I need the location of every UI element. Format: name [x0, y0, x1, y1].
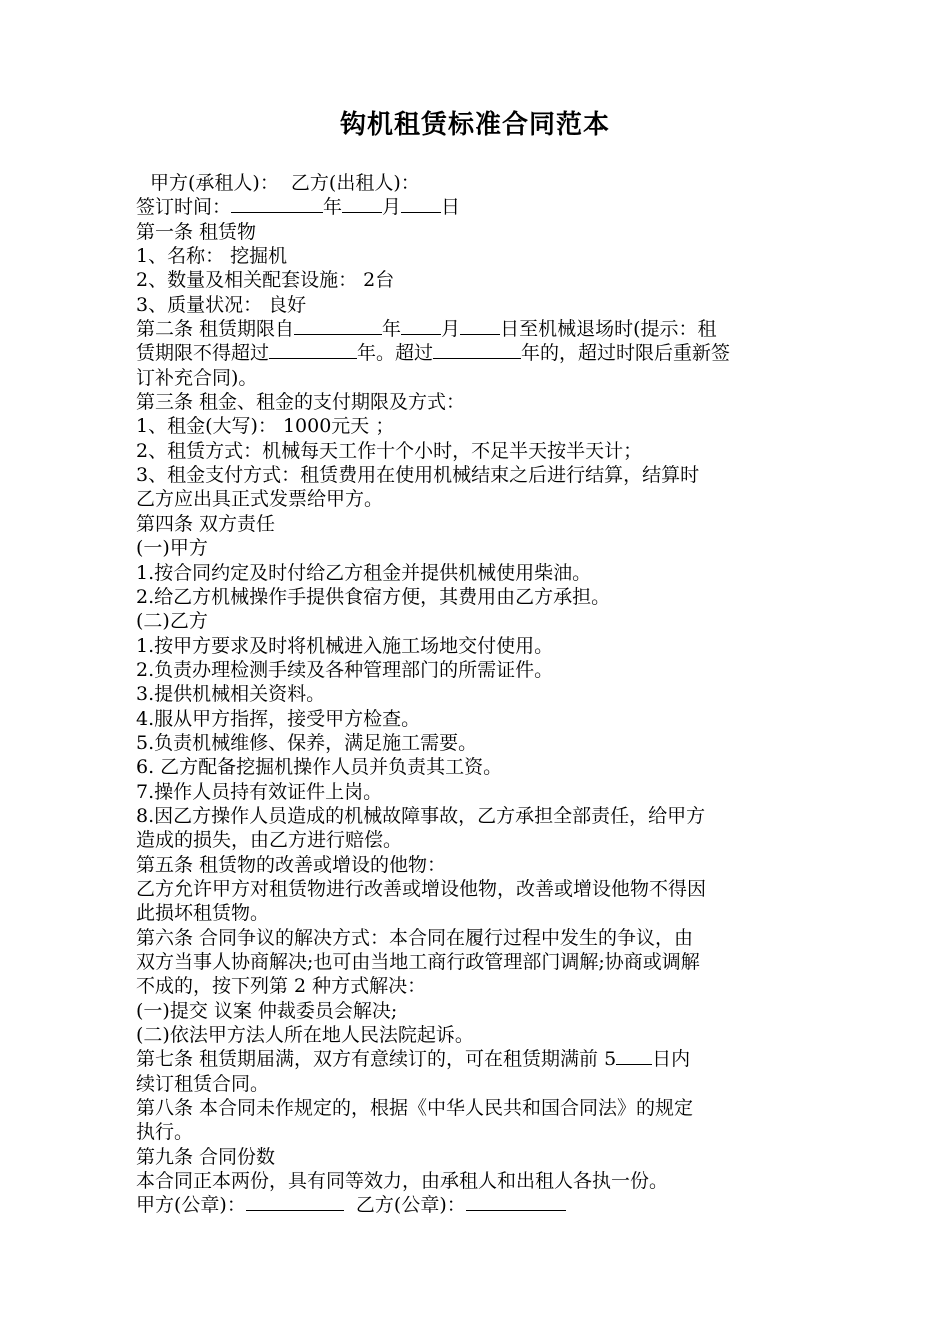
party-a-seal-label: 甲方(公章)：	[136, 1194, 246, 1217]
article-6-line-1: 第六条 合同争议的解决方式：本合同在履行过程中发生的争议，由	[136, 926, 694, 949]
article-4-heading: 第四条 双方责任	[136, 512, 276, 535]
lease-start-day-blank[interactable]	[460, 317, 500, 335]
article-2-text-f: 年。超过	[357, 342, 434, 365]
article-6-line-3: 不成的，按下列第 2 种方式解决：	[136, 975, 427, 998]
article-2-text-a: 第二条 租赁期限自	[136, 318, 295, 341]
lease-max-years-blank[interactable]	[269, 341, 357, 359]
article-4-party-b-item: 4.服从甲方指挥，接受甲方检查。	[136, 707, 421, 730]
article-6-option-2: (二)依法甲方法人所在地人民法院起诉。	[136, 1024, 474, 1047]
article-4-party-b-item: 8.因乙方操作人员造成的机械故障事故，乙方承担全部责任，给甲方	[136, 804, 706, 827]
article-8-line-1: 第八条 本合同未作规定的，根据《中华人民共和国合同法》的规定	[136, 1097, 694, 1120]
article-5-heading: 第五条 租赁物的改善或增设的他物：	[136, 853, 447, 876]
article-4-party-b-item: 3.提供机械相关资料。	[136, 683, 326, 706]
article-4-party-b-heading: (二)乙方	[136, 610, 208, 633]
article-4-party-a-item: 1.按合同约定及时付给乙方租金并提供机械使用柴油。	[136, 561, 592, 584]
article-4-party-b-item: 5.负责机械维修、保养，满足施工需要。	[136, 731, 478, 754]
sign-day-blank[interactable]	[401, 195, 441, 213]
article-4-party-a-item: 2.给乙方机械操作手提供食宿方便，其费用由乙方承担。	[136, 585, 611, 608]
sign-year-unit: 年	[323, 196, 343, 219]
article-4-party-a-heading: (一)甲方	[136, 537, 208, 560]
article-2-line-3: 订补充合同)。	[136, 366, 258, 389]
party-a-seal-blank[interactable]	[246, 1193, 344, 1211]
article-5-line-2: 此损坏租赁物。	[136, 902, 270, 925]
sign-day-unit: 日	[441, 196, 461, 219]
article-2-line-1	[136, 317, 826, 341]
article-4-party-b-item: 7.操作人员持有效证件上岗。	[136, 780, 383, 803]
article-1-quality: 3、质量状况： 良好	[136, 293, 307, 316]
party-b-label: 乙方(出租人)：	[290, 172, 420, 194]
article-6-option-1: (一)提交 议案 仲裁委员会解决;	[136, 999, 398, 1022]
article-2-text-g: 年的，超过时限后重新签	[521, 342, 731, 365]
page-title: 钩机租赁标准合同范本	[339, 110, 610, 140]
article-3-payment-1: 3、租金支付方式：租赁费用在使用机械结束之后进行结算，结算时	[136, 464, 700, 487]
article-3-payment-2: 乙方应出具正式发票给甲方。	[136, 488, 384, 511]
sign-month-blank[interactable]	[342, 195, 382, 213]
party-b-seal-label: 乙方(公章)：	[355, 1194, 466, 1217]
parties-line	[136, 171, 826, 195]
article-1-quantity: 2、数量及相关配套设施： 2台	[136, 269, 395, 292]
article-7-text-a: 第七条 租赁期届满，双方有意续订的，可在租赁期满前 5	[136, 1048, 617, 1071]
article-2-text-e: 赁期限不得超过	[136, 342, 270, 365]
article-2-text-b: 年	[382, 318, 402, 341]
seal-line	[136, 1193, 826, 1217]
article-4-party-b-item: 1.按甲方要求及时将机械进入施工场地交付使用。	[136, 634, 554, 657]
article-1-name: 1、名称： 挖掘机	[136, 245, 288, 268]
article-8-line-2: 执行。	[136, 1121, 194, 1144]
article-9-line-1: 本合同正本两份，具有同等效力，由承租人和出租人各执一份。	[136, 1170, 669, 1193]
sign-year-blank[interactable]	[231, 195, 323, 213]
article-3-mode: 2、租赁方式：机械每天工作十个小时，不足半天按半天计；	[136, 439, 643, 462]
renewal-days-blank[interactable]	[616, 1047, 652, 1065]
article-7-line-2: 续订租赁合同。	[136, 1072, 270, 1095]
sign-date-label: 签订时间：	[136, 196, 232, 219]
article-2-text-c: 月	[441, 318, 461, 341]
article-4-party-b-item: 2.负责办理检测手续及各种管理部门的所需证件。	[136, 658, 554, 681]
sign-month-unit: 月	[382, 196, 402, 219]
lease-start-month-blank[interactable]	[401, 317, 441, 335]
article-6-line-2: 双方当事人协商解决;也可由当地工商行政管理部门调解;协商或调解	[136, 951, 700, 973]
article-7-text-b: 日内	[652, 1048, 691, 1071]
article-4-party-b-item: 造成的损失，由乙方进行赔偿。	[136, 829, 403, 852]
article-4-party-b-item: 6. 乙方配备挖掘机操作人员并负责其工资。	[136, 756, 503, 779]
lease-exceed-years-blank[interactable]	[433, 341, 521, 359]
article-5-line-1: 乙方允许甲方对租赁物进行改善或增设他物，改善或增设他物不得因	[136, 877, 707, 900]
article-9-heading: 第九条 合同份数	[136, 1145, 276, 1168]
lease-start-year-blank[interactable]	[294, 317, 382, 335]
sign-date-line	[136, 195, 826, 219]
article-2-text-d: 日至机械退场时(提示：租	[500, 318, 717, 341]
party-b-seal-blank[interactable]	[466, 1193, 566, 1211]
article-7-line-1	[136, 1047, 826, 1071]
contract-body	[136, 171, 826, 1218]
party-a-label: 甲方(承租人)：	[150, 172, 279, 194]
article-1-heading: 第一条 租赁物	[136, 220, 257, 243]
article-2-line-2	[136, 341, 826, 365]
article-3-rent: 1、租金(大写)： 1000元天 ；	[136, 415, 395, 438]
article-3-heading: 第三条 租金、租金的支付期限及方式：	[136, 391, 466, 414]
